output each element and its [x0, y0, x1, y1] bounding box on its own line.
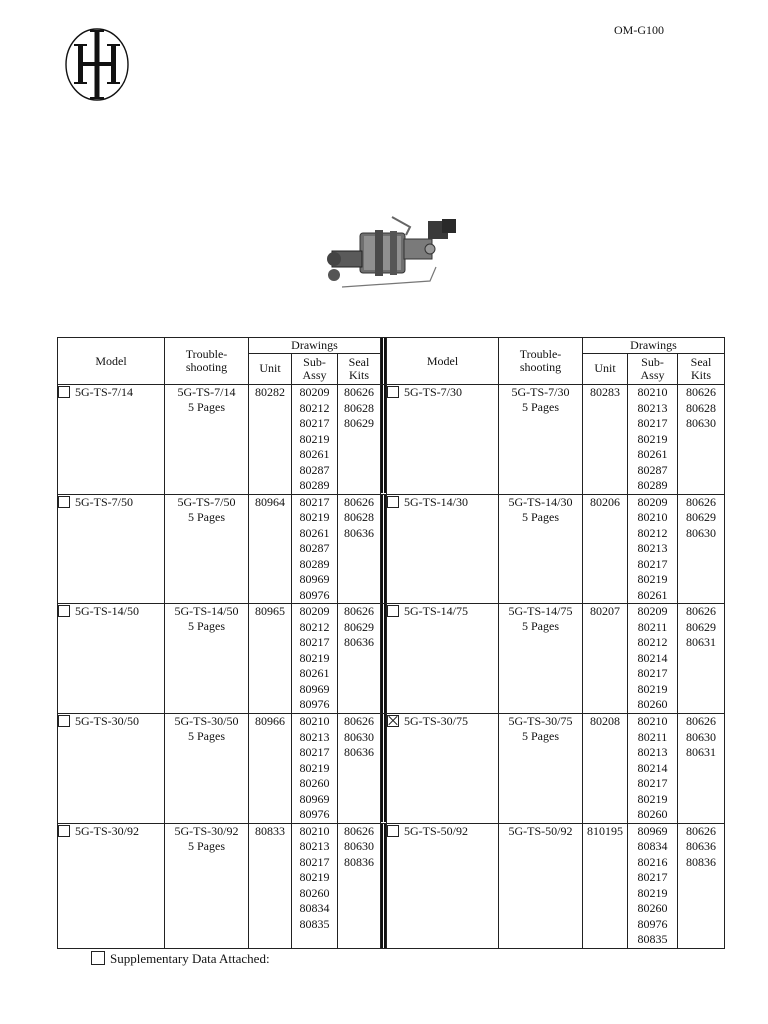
sealkits-cell: 80626 80628 80630 — [678, 385, 725, 495]
troubleshooting-cell: 5G-TS-7/14 5 Pages — [165, 385, 249, 495]
model-label: 5G-TS-50/92 — [404, 823, 468, 838]
table-row — [58, 714, 725, 824]
sealkits-cell: 80626 80629 80636 — [338, 604, 381, 714]
troubleshooting-cell: 5G-TS-14/75 5 Pages — [499, 604, 583, 714]
haskel-hh-logo-icon — [64, 27, 130, 102]
model-label: 5G-TS-14/30 — [404, 494, 468, 509]
model-checkbox[interactable] — [387, 496, 399, 508]
table-row — [58, 385, 725, 495]
troubleshooting-cell: 5G-TS-50/92 — [499, 823, 583, 948]
header-model: Model — [387, 338, 499, 385]
model-label: 5G-TS-14/50 — [75, 604, 139, 618]
model-checkbox[interactable] — [387, 386, 399, 398]
sealkits-cell: 80626 80628 80629 — [338, 385, 381, 495]
subassy-cell: 80210 80211 80213 80214 80217 80219 80260 — [628, 714, 678, 824]
sealkits-cell: 80626 80629 80631 — [678, 604, 725, 714]
model-checkbox[interactable] — [58, 605, 70, 617]
model-checkbox[interactable] — [58, 386, 70, 398]
model-checkbox[interactable] — [58, 496, 70, 508]
subassy-cell: 80209 80210 80212 80213 80217 80219 80261 — [628, 494, 678, 604]
model-label: 5G-TS-30/75 — [404, 714, 468, 728]
header-sealkits: Seal Kits — [678, 353, 725, 384]
unit-cell: 80965 — [249, 604, 292, 714]
model-cell — [387, 604, 499, 714]
document-code: OM-G100 — [614, 23, 664, 37]
subassy-cell: 80210 80213 80217 80219 80260 80969 80976 — [292, 714, 338, 824]
sealkits-cell: 80626 80630 80631 — [678, 714, 725, 824]
troubleshooting-cell: 5G-TS-30/92 5 Pages — [165, 823, 249, 948]
model-label: 5G-TS-14/75 — [404, 604, 468, 618]
header-drawings: Drawings — [249, 338, 381, 354]
header-troubleshooting: Trouble- shooting — [499, 338, 583, 385]
troubleshooting-cell: 5G-TS-30/50 5 Pages — [165, 714, 249, 824]
model-label: 5G-TS-30/50 — [75, 714, 139, 728]
header-sealkits: Seal Kits — [338, 353, 381, 384]
sealkits-cell: 80626 80630 80836 — [338, 823, 381, 948]
unit-cell: 80964 — [249, 494, 292, 604]
model-cell — [387, 823, 499, 948]
subassy-cell: 80210 80213 80217 80219 80261 80287 80289 — [628, 385, 678, 495]
subassy-cell: 80209 80212 80217 80219 80261 80969 80976 — [292, 604, 338, 714]
table-row — [58, 604, 725, 714]
model-label: 5G-TS-7/50 — [75, 494, 133, 509]
subassy-cell: 80217 80219 80261 80287 80289 80969 80976 — [292, 494, 338, 604]
model-cell — [58, 385, 165, 495]
model-label: 5G-TS-7/30 — [404, 385, 462, 399]
model-checkbox[interactable] — [58, 715, 70, 727]
unit-cell: 80206 — [583, 494, 628, 604]
model-checkbox[interactable] — [387, 605, 399, 617]
troubleshooting-cell: 5G-TS-7/30 5 Pages — [499, 385, 583, 495]
table-row — [58, 494, 725, 604]
model-label: 5G-TS-30/92 — [75, 823, 139, 838]
unit-cell: 80207 — [583, 604, 628, 714]
supplementary-checkbox[interactable] — [91, 951, 105, 965]
gas-booster-pump-photo-icon — [320, 205, 462, 297]
sealkits-cell: 80626 80628 80636 — [338, 494, 381, 604]
sealkits-cell: 80626 80629 80630 — [678, 494, 725, 604]
troubleshooting-cell: 5G-TS-7/50 5 Pages — [165, 494, 249, 604]
model-checkbox[interactable] — [58, 825, 70, 837]
unit-cell: 80282 — [249, 385, 292, 495]
unit-cell: 80283 — [583, 385, 628, 495]
unit-cell: 80208 — [583, 714, 628, 824]
unit-cell: 80966 — [249, 714, 292, 824]
model-checkbox[interactable] — [387, 825, 399, 837]
model-label: 5G-TS-7/14 — [75, 385, 133, 399]
model-cell — [58, 604, 165, 714]
subassy-cell: 80209 80211 80212 80214 80217 80219 80260 — [628, 604, 678, 714]
supplementary-label: Supplementary Data Attached: — [110, 951, 270, 966]
model-cell — [387, 494, 499, 604]
troubleshooting-cell: 5G-TS-14/50 5 Pages — [165, 604, 249, 714]
header-troubleshooting: Trouble- shooting — [165, 338, 249, 385]
model-cell — [58, 494, 165, 604]
troubleshooting-cell: 5G-TS-30/75 5 Pages — [499, 714, 583, 824]
sealkits-cell: 80626 80636 80836 — [678, 823, 725, 948]
model-cell — [387, 385, 499, 495]
header-subassy: Sub- Assy — [628, 353, 678, 384]
header-unit: Unit — [583, 353, 628, 384]
model-cell — [58, 823, 165, 948]
unit-cell: 80833 — [249, 823, 292, 948]
table-row — [58, 823, 725, 948]
model-drawings-table — [57, 337, 725, 949]
unit-cell: 810195 — [583, 823, 628, 948]
model-cell — [58, 714, 165, 824]
header-drawings: Drawings — [583, 338, 725, 354]
troubleshooting-cell: 5G-TS-14/30 5 Pages — [499, 494, 583, 604]
header-model: Model — [58, 338, 165, 385]
header-subassy: Sub- Assy — [292, 353, 338, 384]
model-cell — [387, 714, 499, 824]
subassy-cell: 80209 80212 80217 80219 80261 80287 80289 — [292, 385, 338, 495]
subassy-cell: 80969 80834 80216 80217 80219 80260 80976 80835 — [628, 823, 678, 948]
subassy-cell: 80210 80213 80217 80219 80260 80834 80835 — [292, 823, 338, 948]
sealkits-cell: 80626 80630 80636 — [338, 714, 381, 824]
model-checkbox[interactable] — [387, 715, 399, 727]
header-unit: Unit — [249, 353, 292, 384]
supplementary-data — [91, 951, 270, 967]
